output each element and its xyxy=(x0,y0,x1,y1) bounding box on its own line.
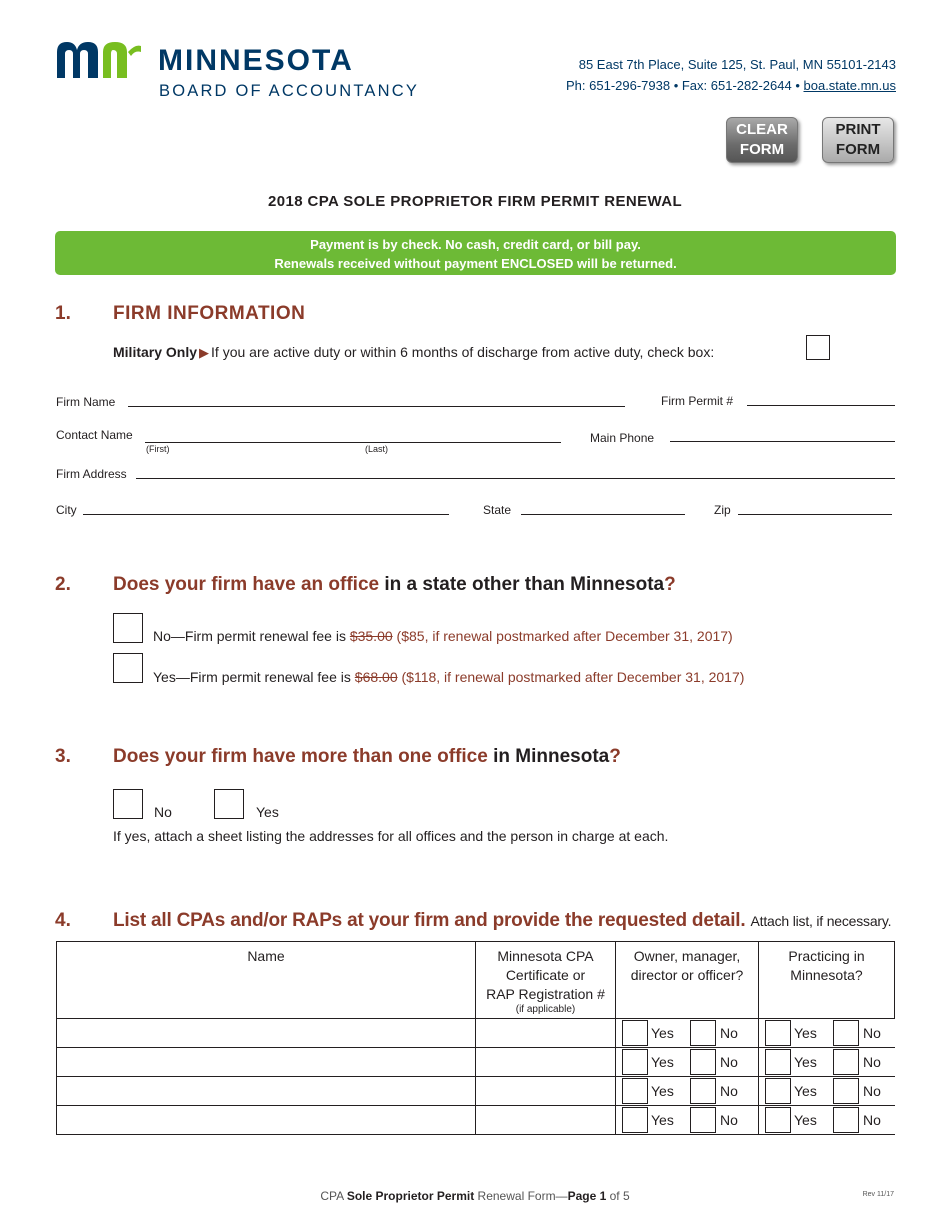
multiple-office-no-label: No xyxy=(154,804,172,820)
owner-yes-checkbox[interactable] xyxy=(622,1020,648,1046)
firm-address-label: Firm Address xyxy=(56,467,127,481)
banner-line1: Payment is by check. No cash, credit card, or bill pay. xyxy=(310,237,641,252)
practicing-cell xyxy=(759,1077,895,1106)
owner-cell xyxy=(616,1106,759,1135)
owner-no-checkbox[interactable] xyxy=(690,1049,716,1075)
cpa-table xyxy=(56,941,895,1135)
yes-fee-prefix: Yes—Firm permit renewal fee is xyxy=(153,669,355,685)
owner-cell xyxy=(616,1048,759,1077)
banner-line2: Renewals received without payment ENCLOSED will be returned. xyxy=(274,256,677,271)
contact-name-field[interactable] xyxy=(145,442,561,443)
military-label: Military Only xyxy=(113,344,198,360)
col-owner-header xyxy=(616,942,759,1019)
section-1-heading: FIRM INFORMATION xyxy=(113,303,306,324)
col-cert-header xyxy=(476,942,616,1019)
col-cert-l1: Minnesota CPA xyxy=(497,948,594,964)
section-4-tail: Attach list, if necessary. xyxy=(750,913,892,929)
practicing-cell xyxy=(759,1019,895,1048)
practicing-no-label: No xyxy=(863,1083,881,1099)
firm-address-field[interactable] xyxy=(136,478,895,479)
footer-pre: CPA xyxy=(320,1189,347,1203)
col-practicing-l1: Practicing in xyxy=(788,948,865,964)
section-3-number: 3. xyxy=(55,746,71,767)
section-2-heading xyxy=(113,574,676,596)
practicing-yes-checkbox[interactable] xyxy=(765,1078,791,1104)
page-footer xyxy=(0,1189,950,1203)
owner-no-label: No xyxy=(720,1054,738,1070)
phone-fax-line xyxy=(566,75,896,96)
practicing-no-label: No xyxy=(863,1025,881,1041)
practicing-yes-no xyxy=(759,1048,895,1076)
section-2-heading-end: ? xyxy=(664,574,676,595)
first-name-hint: (First) xyxy=(146,444,170,454)
section-2-heading-colored: Does your firm have an office xyxy=(113,574,380,595)
practicing-no-label: No xyxy=(863,1112,881,1128)
cpa-name-cell[interactable] xyxy=(57,1106,476,1135)
practicing-no-checkbox[interactable] xyxy=(833,1020,859,1046)
col-owner-l2: director or officer? xyxy=(630,967,744,983)
section-2-number: 2. xyxy=(55,574,71,595)
practicing-yes-label: Yes xyxy=(794,1054,817,1070)
section-1-number: 1. xyxy=(55,303,71,324)
owner-no-checkbox[interactable] xyxy=(690,1078,716,1104)
table-header-row xyxy=(57,942,895,1019)
owner-yes-no xyxy=(616,1106,758,1134)
practicing-yes-checkbox[interactable] xyxy=(765,1049,791,1075)
phone-fax: Ph: 651-296-7938 • Fax: 651-282-2644 • xyxy=(566,78,800,93)
col-cert-l3: RAP Registration # xyxy=(486,986,605,1002)
practicing-yes-checkbox[interactable] xyxy=(765,1020,791,1046)
practicing-yes-no xyxy=(759,1019,895,1047)
section-2-heading-dark: in a state other than Minnesota xyxy=(379,574,665,595)
col-practicing-l2: Minnesota? xyxy=(790,967,863,983)
owner-yes-checkbox[interactable] xyxy=(622,1049,648,1075)
col-name-header xyxy=(57,942,476,1019)
zip-label: Zip xyxy=(714,503,731,517)
col-practicing-header xyxy=(759,942,895,1019)
owner-yes-no xyxy=(616,1048,758,1076)
state-field[interactable] xyxy=(521,514,685,515)
col-cert-l2: Certificate or xyxy=(505,967,586,983)
practicing-cell xyxy=(759,1106,895,1135)
website-link[interactable]: boa.state.mn.us xyxy=(803,78,896,93)
table-row xyxy=(57,1019,895,1048)
main-phone-field[interactable] xyxy=(670,441,895,442)
yes-fee-amount: $68.00 xyxy=(354,669,398,685)
zip-field[interactable] xyxy=(738,514,892,515)
multiple-office-no-checkbox[interactable] xyxy=(113,789,143,819)
owner-yes-label: Yes xyxy=(651,1112,674,1128)
col-cert-small: (if applicable) xyxy=(515,1004,576,1015)
state-label: State xyxy=(483,503,512,517)
military-row xyxy=(113,344,714,361)
print-form-button[interactable] xyxy=(822,117,894,163)
owner-yes-label: Yes xyxy=(651,1083,674,1099)
practicing-yes-checkbox[interactable] xyxy=(765,1107,791,1133)
military-text: If you are active duty or within 6 months of discharge from active duty, check box: xyxy=(211,344,715,360)
section-4-number: 4. xyxy=(55,910,71,931)
logo-title: MINNESOTA xyxy=(158,44,354,77)
owner-no-checkbox[interactable] xyxy=(690,1020,716,1046)
footer-bold1: Sole Proprietor Permit xyxy=(346,1189,475,1203)
section-3-heading-end: ? xyxy=(609,746,621,767)
owner-yes-no xyxy=(616,1077,758,1105)
owner-no-checkbox[interactable] xyxy=(690,1107,716,1133)
minnesota-logo-icon xyxy=(55,38,141,78)
owner-cell xyxy=(616,1077,759,1106)
cpa-name-cell[interactable] xyxy=(57,1019,476,1048)
cpa-name-cell[interactable] xyxy=(57,1048,476,1077)
practicing-no-label: No xyxy=(863,1054,881,1070)
cpa-cert-cell[interactable] xyxy=(476,1048,616,1077)
last-name-hint: (Last) xyxy=(365,444,389,454)
cpa-cert-cell[interactable] xyxy=(476,1106,616,1135)
cpa-name-cell[interactable] xyxy=(57,1077,476,1106)
firm-permit-label: Firm Permit # xyxy=(661,394,733,408)
multiple-office-yes-label: Yes xyxy=(256,804,279,820)
main-phone-label: Main Phone xyxy=(590,431,655,445)
clear-button-line1: CLEAR xyxy=(736,121,788,138)
practicing-yes-label: Yes xyxy=(794,1112,817,1128)
owner-no-label: No xyxy=(720,1025,738,1041)
owner-no-label: No xyxy=(720,1112,738,1128)
no-other-state-checkbox[interactable] xyxy=(113,613,143,643)
practicing-yes-label: Yes xyxy=(794,1025,817,1041)
table-row xyxy=(57,1048,895,1077)
cpa-cert-cell[interactable] xyxy=(476,1077,616,1106)
clear-button-line2: FORM xyxy=(739,141,785,158)
section-4-heading xyxy=(113,910,891,932)
contact-name-label: Contact Name xyxy=(56,428,133,442)
no-fee-line xyxy=(153,628,733,644)
section-3-heading-dark: in Minnesota xyxy=(487,746,610,767)
print-button-line2: FORM xyxy=(835,141,881,158)
cpa-cert-cell[interactable] xyxy=(476,1019,616,1048)
col-owner-l1: Owner, manager, xyxy=(633,948,741,964)
practicing-cell xyxy=(759,1048,895,1077)
logo-subtitle: BOARD OF ACCOUNTANCY xyxy=(159,82,420,100)
multiple-office-yes-checkbox[interactable] xyxy=(214,789,244,819)
footer-post: of 5 xyxy=(606,1189,630,1203)
address: 85 East 7th Place, Suite 125, St. Paul, MN 55101-2143 xyxy=(578,57,896,72)
practicing-yes-no xyxy=(759,1106,895,1134)
col-name-label: Name xyxy=(247,948,285,964)
owner-yes-label: Yes xyxy=(651,1025,674,1041)
clear-form-button[interactable] xyxy=(726,117,798,163)
owner-no-label: No xyxy=(720,1083,738,1099)
practicing-no-checkbox[interactable] xyxy=(833,1049,859,1075)
payment-banner xyxy=(55,231,896,275)
city-field[interactable] xyxy=(83,514,449,515)
triangle-right-icon: ▶ xyxy=(199,345,210,360)
print-button-line1: PRINT xyxy=(835,121,881,138)
owner-cell xyxy=(616,1019,759,1048)
owner-yes-checkbox[interactable] xyxy=(622,1107,648,1133)
no-fee-note: ($85, if renewal postmarked after December 31, 2017) xyxy=(392,628,733,644)
practicing-yes-label: Yes xyxy=(794,1083,817,1099)
practicing-no-checkbox[interactable] xyxy=(833,1078,859,1104)
yes-other-state-checkbox[interactable] xyxy=(113,653,143,683)
footer-bold2: Page 1 xyxy=(567,1189,607,1203)
no-fee-amount: $35.00 xyxy=(349,628,393,644)
yes-fee-line xyxy=(153,669,744,685)
firm-name-field[interactable] xyxy=(128,406,625,407)
footer-mid: Renewal Form— xyxy=(474,1189,568,1203)
city-label: City xyxy=(56,503,77,517)
military-checkbox[interactable] xyxy=(806,335,830,360)
owner-yes-label: Yes xyxy=(651,1054,674,1070)
owner-yes-no xyxy=(616,1019,758,1047)
owner-yes-checkbox[interactable] xyxy=(622,1078,648,1104)
table-row xyxy=(57,1106,895,1135)
firm-name-label: Firm Name xyxy=(56,395,116,409)
no-fee-prefix: No—Firm permit renewal fee is xyxy=(153,628,350,644)
practicing-no-checkbox[interactable] xyxy=(833,1107,859,1133)
section-4-heading-text: List all CPAs and/or RAPs at your firm and provide the requested detail. xyxy=(113,910,746,931)
document-title: 2018 CPA SOLE PROPRIETOR FIRM PERMIT RENEWAL xyxy=(267,193,683,210)
yes-fee-note: ($118, if renewal postmarked after December 31, 2017) xyxy=(397,669,745,685)
revision-label: Rev 11/17 xyxy=(862,1191,894,1198)
section-3-heading xyxy=(113,746,621,768)
firm-permit-field[interactable] xyxy=(747,405,895,406)
section-3-heading-colored: Does your firm have more than one office xyxy=(113,746,488,767)
contact-block xyxy=(566,54,896,96)
table-row xyxy=(57,1077,895,1106)
practicing-yes-no xyxy=(759,1077,895,1105)
multiple-office-instruction: If yes, attach a sheet listing the addresses for all offices and the person in charge at each. xyxy=(113,828,669,844)
